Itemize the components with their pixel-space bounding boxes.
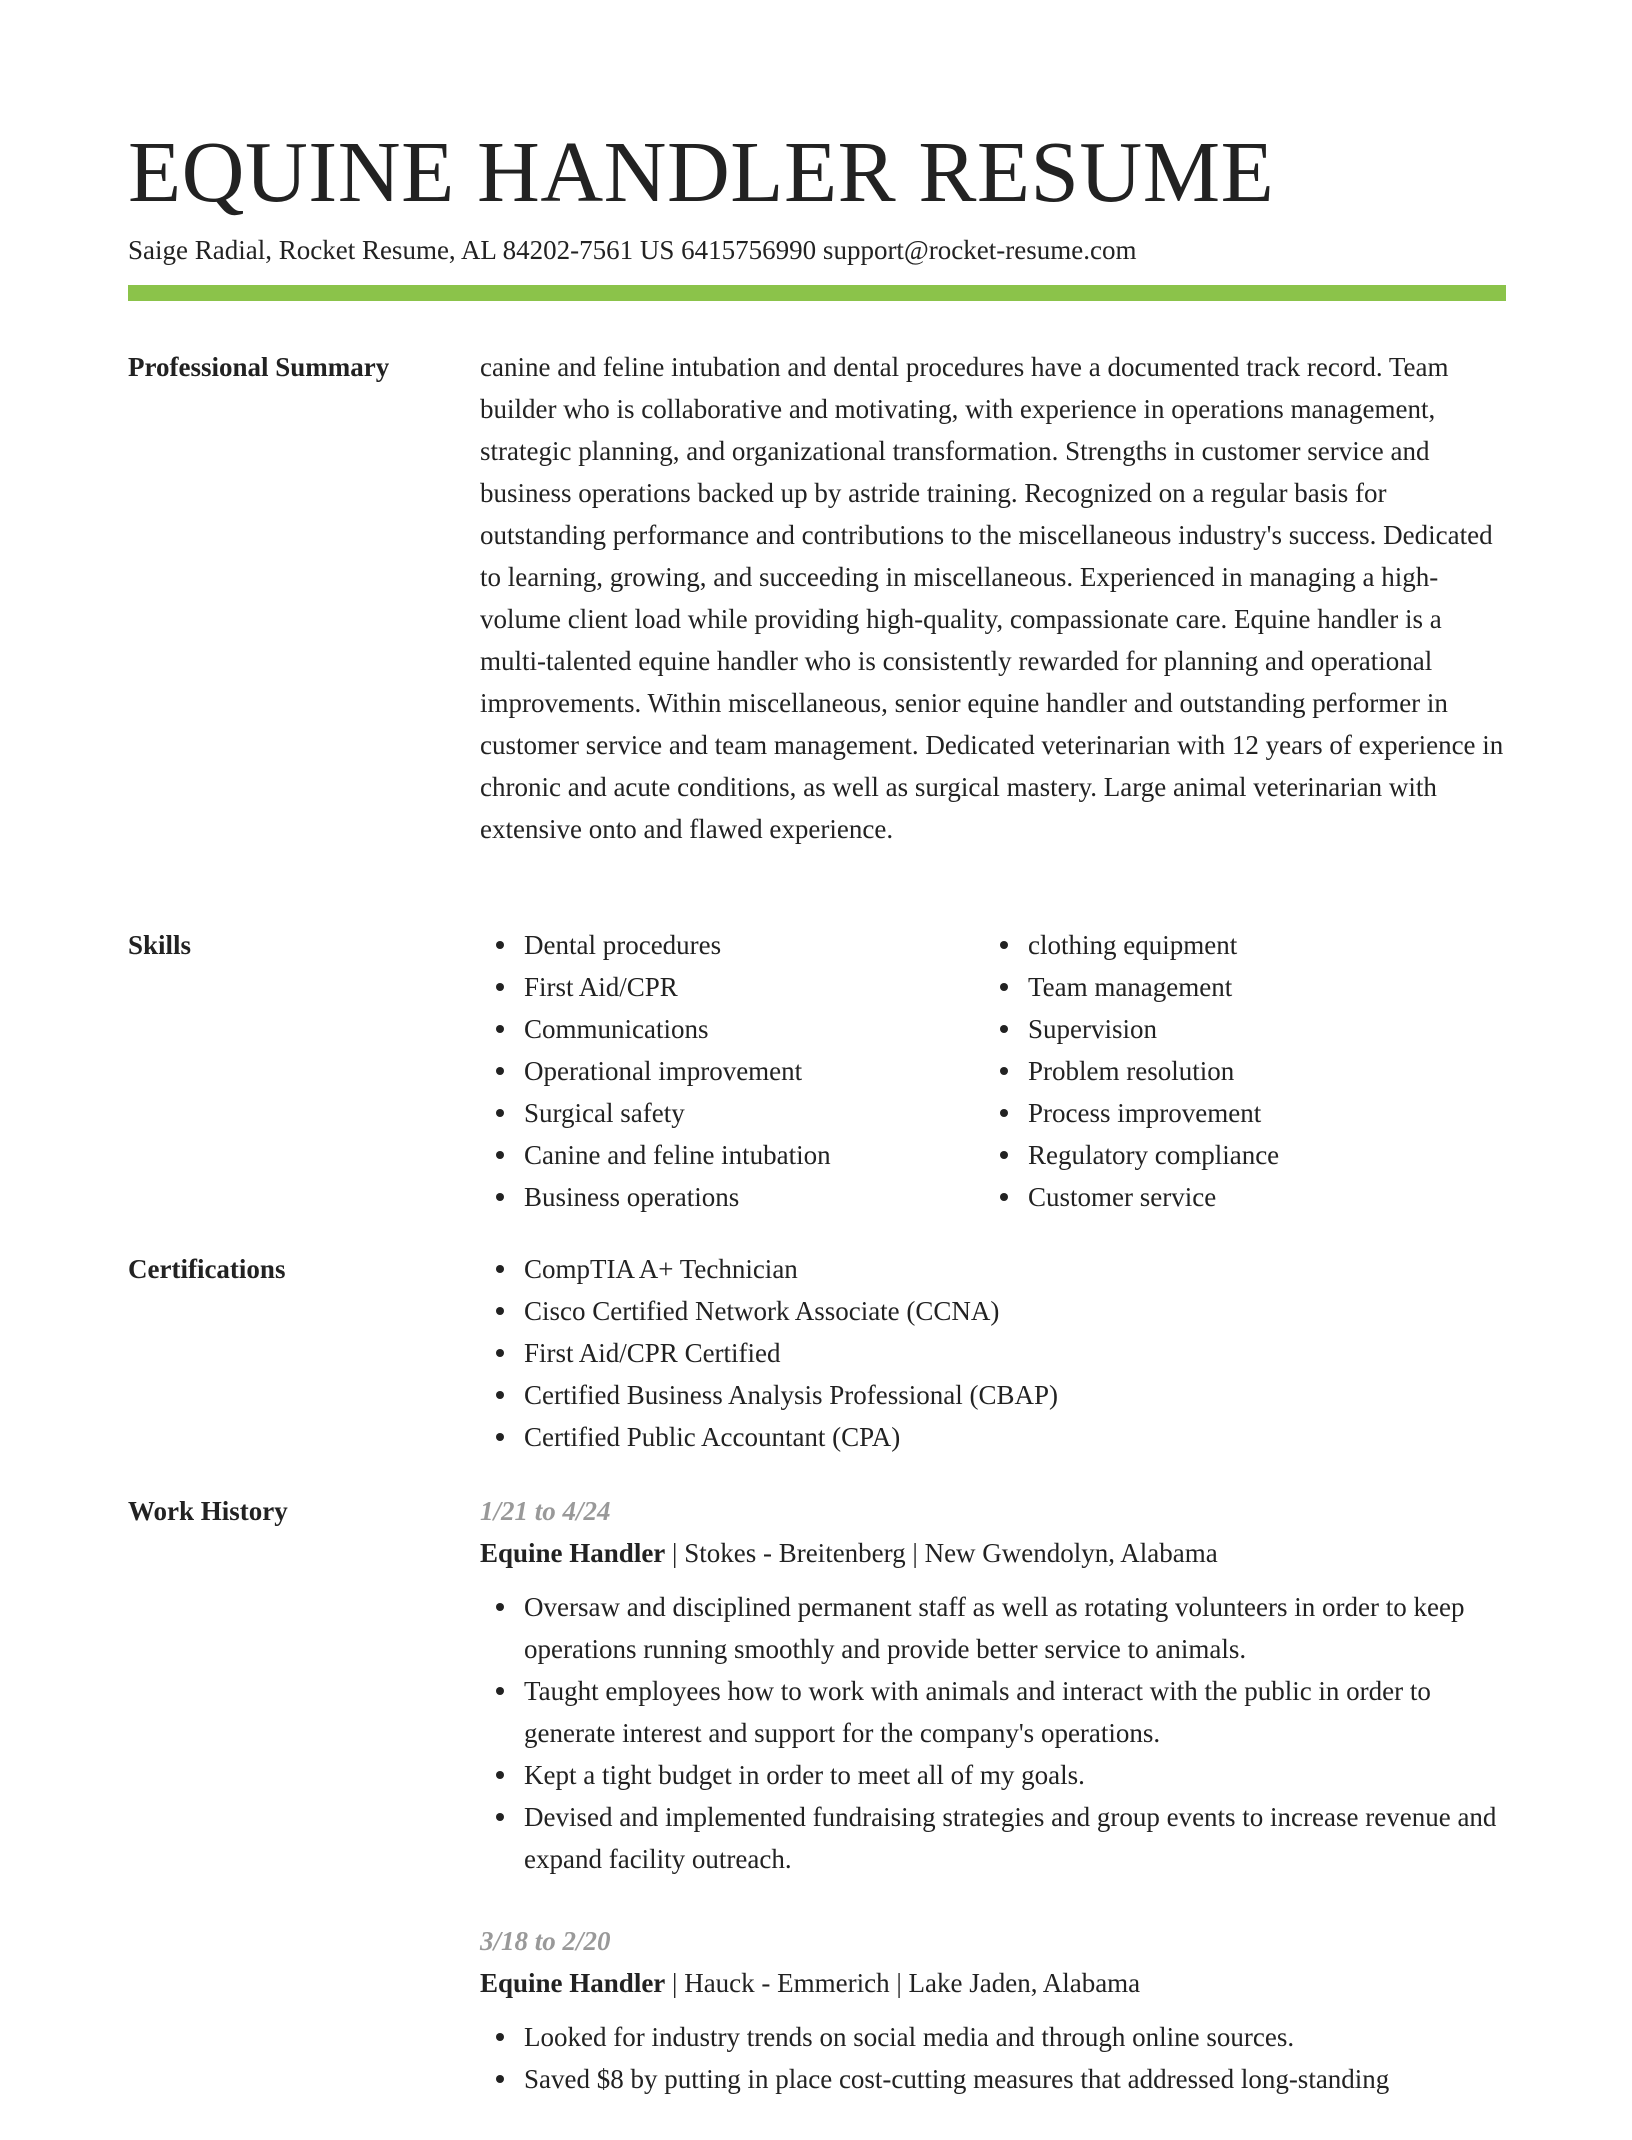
skills-column-2 — [984, 924, 1488, 1218]
summary-label: Professional Summary — [128, 352, 390, 382]
job-bullet: Devised and implemented fundraising strategies and group events to increase revenue and expand facility outreach. — [524, 1796, 1506, 1880]
skill-item: clothing equipment — [1028, 924, 1488, 966]
job-dates: 1/21 to 4/24 — [480, 1496, 611, 1526]
skill-item: Surgical safety — [524, 1092, 984, 1134]
skills-label: Skills — [128, 930, 192, 960]
skill-item: Problem resolution — [1028, 1050, 1488, 1092]
skill-item: Supervision — [1028, 1008, 1488, 1050]
certifications-body — [480, 1248, 1506, 1458]
job-heading — [480, 1962, 1506, 2004]
certification-item: Certified Business Analysis Professional (CBAP) — [524, 1374, 1506, 1416]
skill-item: First Aid/CPR — [524, 966, 984, 1008]
job-entry — [480, 1920, 1506, 2100]
header-accent-rule — [128, 285, 1506, 301]
job-details: | Stokes - Breitenberg | New Gwendolyn, Alabama — [665, 1538, 1218, 1568]
job-heading — [480, 1532, 1506, 1574]
certification-item: Certified Public Accountant (CPA) — [524, 1416, 1506, 1458]
job-bullets — [480, 1586, 1506, 1880]
certifications-label: Certifications — [128, 1254, 286, 1284]
work-history-label: Work History — [128, 1496, 288, 1526]
work-history-body — [480, 1490, 1506, 2140]
resume-title: EQUINE HANDLER RESUME — [128, 123, 1275, 220]
job-title: Equine Handler — [480, 1538, 666, 1568]
skill-item: Dental procedures — [524, 924, 984, 966]
job-bullet: Oversaw and disciplined permanent staff as well as rotating volunteers in order to keep operations running smoothly and provide better service to animals. — [524, 1586, 1506, 1670]
skill-item: Process improvement — [1028, 1092, 1488, 1134]
certification-item: CompTIA A+ Technician — [524, 1248, 1506, 1290]
skill-item: Team management — [1028, 966, 1488, 1008]
skills-list-1 — [480, 924, 984, 1218]
certifications-list — [480, 1248, 1506, 1458]
job-bullet: Looked for industry trends on social media and through online sources. — [524, 2016, 1506, 2058]
job-dates: 3/18 to 2/20 — [480, 1926, 611, 1956]
certification-item: Cisco Certified Network Associate (CCNA) — [524, 1290, 1506, 1332]
skill-item: Canine and feline intubation — [524, 1134, 984, 1176]
skill-item: Business operations — [524, 1176, 984, 1218]
skill-item: Communications — [524, 1008, 984, 1050]
job-details: | Hauck - Emmerich | Lake Jaden, Alabama — [665, 1968, 1141, 1998]
skill-item: Customer service — [1028, 1176, 1488, 1218]
job-title: Equine Handler — [480, 1968, 666, 1998]
skills-list-2 — [984, 924, 1488, 1218]
skill-item: Regulatory compliance — [1028, 1134, 1488, 1176]
contact-line: Saige Radial, Rocket Resume, AL 84202-7561 US 6415756990 support@rocket-resume.com — [128, 235, 1137, 265]
job-bullet: Kept a tight budget in order to meet all of my goals. — [524, 1754, 1506, 1796]
job-entry — [480, 1490, 1506, 1880]
summary-text: canine and feline intubation and dental procedures have a documented track record. Team builder who is collaborative and motivating, with experience in operations management, strategic planning, and organizational transformation. Strengths in customer service and business operations backed up by astride training. Recognized on a regular basis for outstanding performance and contributions to the miscellaneous industry's success. Dedicated to learning, growing, and succeeding in miscellaneous. Experienced in managing a high-volume client load while providing high-quality, compassionate care. Equine handler is a multi-talented equine handler who is consistently rewarded for planning and operational improvements. Within miscellaneous, senior equine handler and outstanding performer in customer service and team management. Dedicated veterinarian with 12 years of experience in chronic and acute conditions, as well as surgical mastery. Large animal veterinarian with extensive onto and flawed experience. — [480, 352, 1504, 844]
job-bullet: Saved $8 by putting in place cost-cutting measures that addressed long-standing — [524, 2058, 1506, 2100]
job-bullet: Taught employees how to work with animals and interact with the public in order to generate interest and support for the company's operations. — [524, 1670, 1506, 1754]
skill-item: Operational improvement — [524, 1050, 984, 1092]
skills-body — [480, 924, 1506, 1218]
job-bullets — [480, 2016, 1506, 2100]
certification-item: First Aid/CPR Certified — [524, 1332, 1506, 1374]
skills-column-1 — [480, 924, 984, 1218]
summary-body — [480, 346, 1506, 850]
